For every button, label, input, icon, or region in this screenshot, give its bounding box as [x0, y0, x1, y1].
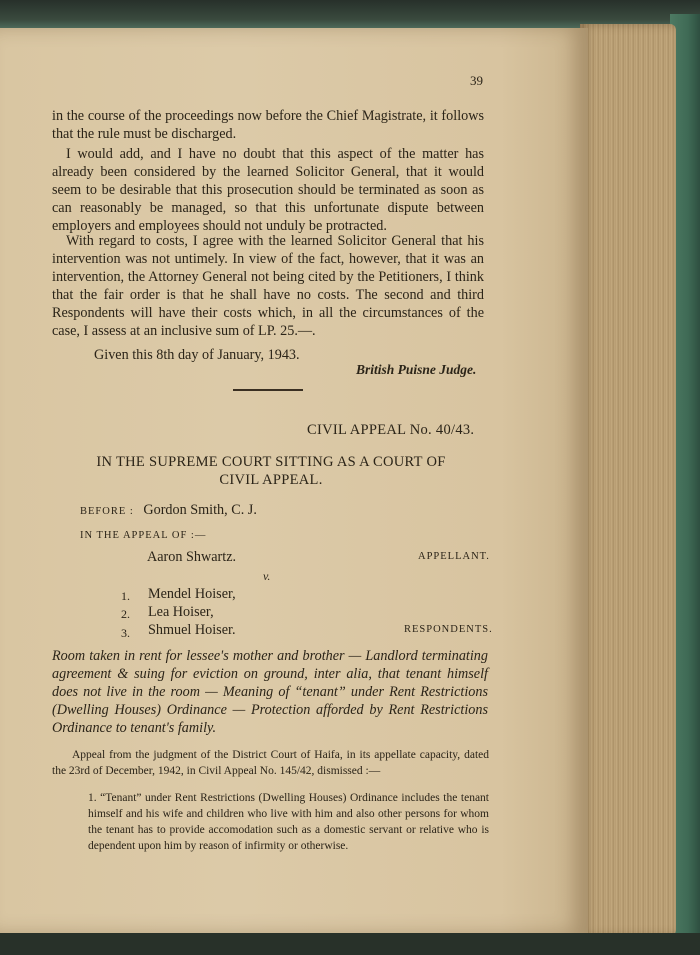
- respondent-name: Mendel Hoiser,: [148, 586, 236, 602]
- paragraph-3: With regard to costs, I agree with the learned Solicitor General that his intervention was not untimely. In view of the fact, however, that it was an intervention, the Attorney General not being cited by the Petitioners, I think that the fair order is that he shall have no costs. The second and third Respondents will have their costs which, in all the circumstances of the case, I assess at an inclusive sum of LP. 25.—.: [52, 233, 484, 339]
- versus: v.: [263, 569, 271, 583]
- judge-name: Gordon Smith, C. J.: [143, 502, 257, 518]
- judge-signature: British Puisne Judge.: [356, 362, 477, 377]
- respondent-number: 1.: [121, 589, 130, 603]
- section-divider: [233, 389, 303, 391]
- before-label: BEFORE :: [80, 506, 134, 517]
- holding-point-1: 1. “Tenant” under Rent Restrictions (Dwelling Houses) Ordinance includes the tenant himself and his wife and children who live with him and also other persons for whom the tenant has to provide accomodation such as a domestic servant or relative who is dependent upon him by reason of infirmity or otherwise.: [88, 792, 489, 852]
- headnote: Room taken in rent for lessee's mother and brother — Landlord terminating agreement & suing for eviction on ground, inter alia, that tenant himself does not live in the room — Meaning of “tenant” under Rent Restrictions (Dwelling Houses) Ordinance — Protection afforded by Rent Restrictions Ordinance to tenant's family.: [52, 648, 488, 736]
- appellant-name: Aaron Shwartz.: [147, 549, 237, 565]
- page-edges: [580, 24, 676, 936]
- respondent-name: Lea Hoiser,: [148, 604, 214, 620]
- paragraph-1: in the course of the proceedings now before the Chief Magistrate, it follows that the rule must be discharged.: [52, 108, 484, 142]
- appellant-label: APPELLANT.: [418, 551, 490, 562]
- respondent-number: 2.: [121, 607, 130, 621]
- court-heading-line-1: IN THE SUPREME COURT SITTING AS A COURT OF: [96, 454, 446, 470]
- case-number: CIVIL APPEAL No. 40/43.: [307, 422, 475, 438]
- in-appeal-label: IN THE APPEAL OF :—: [80, 530, 207, 541]
- court-heading-line-2: CIVIL APPEAL.: [219, 472, 323, 488]
- court-heading: [62, 453, 480, 489]
- given-date: Given this 8th day of January, 1943.: [94, 347, 300, 363]
- book-bottom: [0, 933, 700, 955]
- page-number: 39: [470, 73, 483, 88]
- appeal-paragraph: Appeal from the judgment of the District Court of Haifa, in its appellate capacity, dated the 23rd of December, 1942, in Civil Appeal No. 145/42, dismissed :—: [52, 749, 489, 777]
- paragraph-2: I would add, and I have no doubt that this aspect of the matter has already been considered by the learned Solicitor General, that it would seem to be desirable that this prosecution should be terminated as soon as can reasonably be managed, so that this unfortunate dispute between employers and employees should not unduly be protracted.: [52, 146, 484, 234]
- respondent-number: 3.: [121, 626, 130, 640]
- respondent-name: Shmuel Hoiser.: [148, 622, 236, 638]
- respondents-label: RESPONDENTS.: [404, 624, 493, 635]
- before-line: [80, 502, 257, 519]
